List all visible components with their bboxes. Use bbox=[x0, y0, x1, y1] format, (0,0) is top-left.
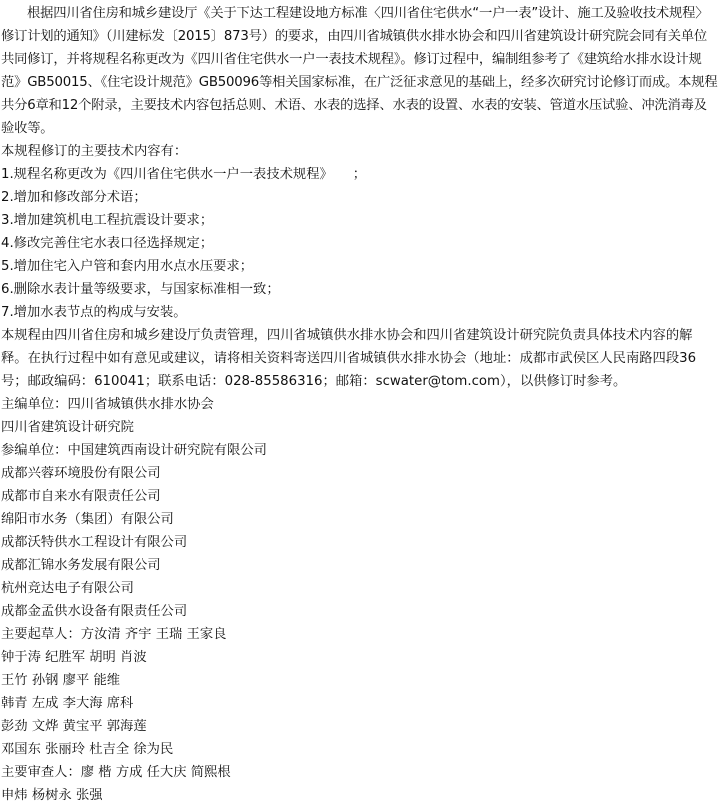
revision-item-2: 2.增加和修改部分术语； bbox=[1, 190, 147, 205]
participating-unit-2: 成都兴蓉环境股份有限公司 bbox=[1, 466, 161, 481]
revision-item-3: 3.增加建筑机电工程抗震设计要求； bbox=[1, 213, 214, 228]
revision-heading: 本规程修订的主要技术内容有： bbox=[1, 144, 188, 159]
drafters-row-4: 韩青 左成 李大海 席科 bbox=[1, 696, 134, 711]
participating-unit-8: 成都金孟供水设备有限责任公司 bbox=[1, 604, 188, 619]
chief-editor-unit-2: 四川省建筑设计研究院 bbox=[1, 420, 134, 435]
drafters-row-5: 彭劲 文烨 黄宝平 郭海莲 bbox=[1, 719, 147, 734]
participating-unit-7: 杭州竞达电子有限公司 bbox=[1, 581, 134, 596]
drafters-row-2: 钟于涛 纪胜军 胡明 肖波 bbox=[1, 650, 147, 665]
drafters-row-6: 邓国东 张丽玲 杜吉全 徐为民 bbox=[1, 742, 174, 757]
intro-paragraph: 根据四川省住房和城乡建设厅《关于下达工程建设地方标准〈四川省住宅供水“一户一表”设计、施工及验收技术规程〉修订计划的通知》（川建标发〔2015〕873号）的要求，由四川省城镇供水排水协会和四川省建筑设计研究院会同有关单位共同修订，并将规程名称更改为《四川省住宅供水一户一表技术规程》。修订过程中，编制组参考了《建筑给水排水设计规范》GB50015、《住宅设计规范》GB50096等相关国家标准，在广泛征求意见的基础上，经多次研究讨论修订而成。本规程共分6章和12个附录，主要技术内容包括总则、术语、水表的选择、水表的设置、水表的安装、管道水压试验、冲洗消毒及验收等。 bbox=[1, 6, 718, 136]
revision-item-1: 1.规程名称更改为《四川省住宅供水一户一表技术规程》 ； bbox=[1, 167, 367, 182]
main-drafters: 主要起草人：方汝清 齐宇 王瑞 王家良 bbox=[1, 627, 227, 642]
reviewers-row-2: 申炜 杨树永 张强 bbox=[1, 788, 103, 803]
organizations-and-people bbox=[1, 393, 718, 807]
revision-item-4: 4.修改完善住宅水表口径选择规定； bbox=[1, 236, 214, 251]
participating-unit-6: 成都汇锦水务发展有限公司 bbox=[1, 558, 161, 573]
management-paragraph: 本规程由四川省住房和城乡建设厅负责管理，四川省城镇供水排水协会和四川省建筑设计研究院负责具体技术内容的解释。在执行过程中如有意见或建议，请将相关资料寄送四川省城镇供水排水协会（地址：成都市武侯区人民南路四段36号；邮政编码：610041；联系电话：028-85586316；邮箱：scwater@tom.com），以供修订时参考。 bbox=[1, 328, 697, 389]
participating-unit-4: 绵阳市水务（集团）有限公司 bbox=[1, 512, 174, 527]
revision-item-5: 5.增加住宅入户管和套内用水点水压要求； bbox=[1, 259, 254, 274]
revision-item-6: 6.删除水表计量等级要求，与国家标准相一致； bbox=[1, 282, 280, 297]
participating-unit-5: 成都沃特供水工程设计有限公司 bbox=[1, 535, 188, 550]
main-reviewers: 主要审查人：廖 楷 方成 任大庆 简熙根 bbox=[1, 765, 231, 780]
drafters-row-3: 王竹 孙钢 廖平 能维 bbox=[1, 673, 121, 688]
participating-unit: 参编单位：中国建筑西南设计研究院有限公司 bbox=[1, 443, 267, 458]
revision-item-7: 7.增加水表节点的构成与安装。 bbox=[1, 305, 187, 320]
participating-unit-3: 成都市自来水有限责任公司 bbox=[1, 489, 161, 504]
revision-list bbox=[1, 163, 718, 324]
chief-editor-unit: 主编单位：四川省城镇供水排水协会 bbox=[1, 397, 214, 412]
